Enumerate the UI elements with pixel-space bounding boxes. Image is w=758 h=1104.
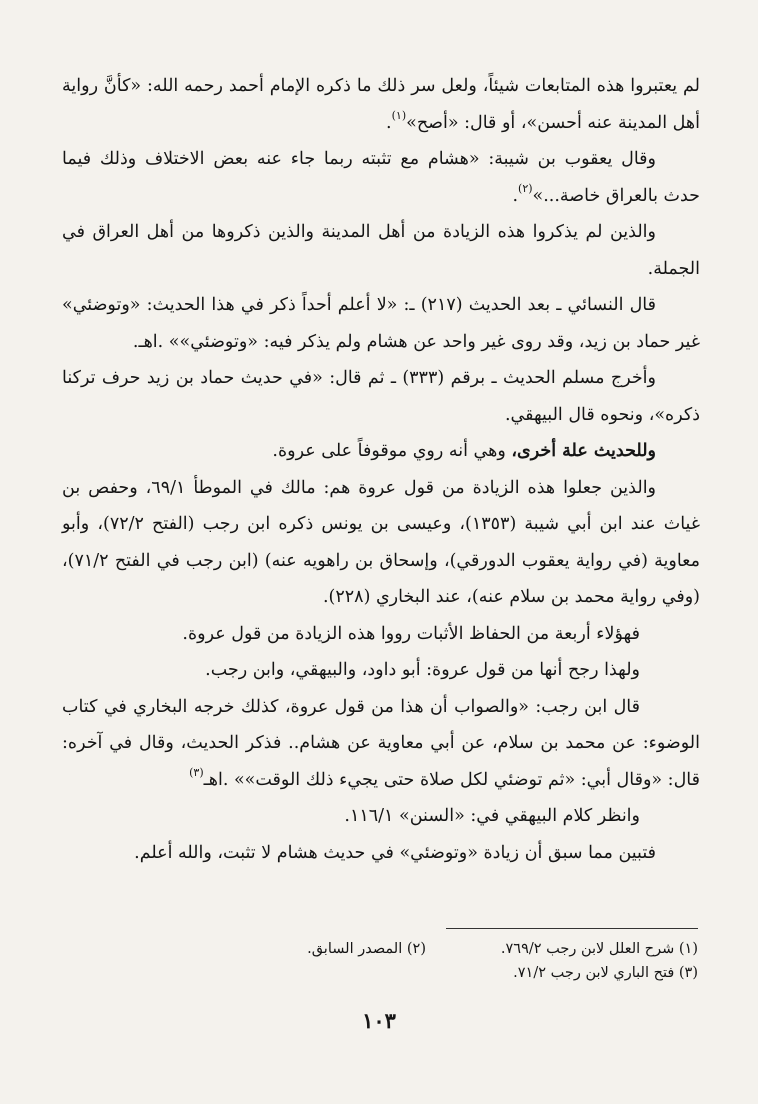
- footnote-3: (٣) فتح الباري لابن رجب ٧١/٢.: [513, 965, 698, 981]
- paragraph-12: فتبين مما سبق أن زيادة «وتوضئي» في حديث هشام لا تثبت، والله أعلم.: [134, 842, 656, 863]
- footnote-ref-1: (١): [391, 108, 407, 122]
- paragraph-8: فهؤلاء أربعة من الحفاظ الأثبات رووا هذه الزيادة من قول عروة.: [182, 623, 640, 644]
- paragraph-2: وقال يعقوب بن شيبة: «هشام مع تثبته ربما جاء عنه بعض الاختلاف وذلك فيما حدث بالعراق خاصة...»$^{(٢)}$.: [62, 149, 700, 206]
- paragraph-4: قال النسائي ـ بعد الحديث (٢١٧) ـ: «لا أعلم أحداً ذكر في هذا الحديث: «وتوضئي» غير حماد بن زيد، وقد روى غير واحد عن هشام ولم يذكر فيه: «وتوضئي»» .اهـ.: [62, 295, 700, 352]
- paragraph-10-text: قال ابن رجب: «والصواب أن هذا من قول عروة، كذلك خرجه البخاري في كتاب الوضوء: عن محمد بن سلام، عن أبي معاوية عن هشام.. فذكر الحديث، وقال في آخره: قال: «وقال أبي: «ثم توضئي لكل صلاة حتى يجيء ذلك الوقت»» .اهـ: [62, 696, 700, 790]
- paragraph-11: وانظر كلام البيهقي في: «السنن» ١١٦/١.: [344, 806, 640, 826]
- footnote-1: (١) شرح العلل لابن رجب ٧٦٩/٢.: [500, 941, 698, 957]
- main-text: [62, 68, 700, 871]
- paragraph-9: ولهذا رجح أنها من قول عروة: أبو داود، والبيهقي، وابن رجب.: [205, 660, 640, 680]
- footnote-divider: [446, 928, 698, 929]
- footnote-row-1: [80, 938, 698, 960]
- paragraph-6: [62, 433, 700, 470]
- footnote-2: (٢) المصدر السابق.: [307, 941, 426, 957]
- paragraph-10: [62, 689, 700, 799]
- paragraph-3: والذين لم يذكروا هذه الزيادة من أهل المدينة والذين ذكروها من أهل العراق في الجملة.: [62, 222, 700, 279]
- footnote-row-2: [80, 962, 698, 984]
- paragraph-5: وأخرج مسلم الحديث ـ برقم (٣٣٣) ـ ثم قال: «في حديث حماد بن زيد حرف تركنا ذكره»، ونحوه قال البيهقي.: [62, 368, 700, 425]
- paragraph-1-text: لم يعتبروا هذه المتابعات شيئاً، ولعل سر ذلك ما ذكره الإمام أحمد رحمه الله: «كأنَّ رواية أهل المدينة عنه أحسن»، أو قال: «أصح»: [62, 76, 700, 133]
- paragraph-7: والذين جعلوا هذه الزيادة من قول عروة هم: مالك في الموطأ ٦٩/١، وحفص بن غياث عند ابن أبي شيبة (١٣٥٣)، وعيسى بن يونس ذكره ابن رجب (الفتح ٧٢/٢)، وأبو معاوية (في رواية يعقوب الدورقي)، وإسحاق بن راهويه عنه) (ابن رجب في الفتح ٧١/٢)، (وفي رواية محمد بن سلام عنه)، عند البخاري (٢٢٨).: [62, 477, 700, 607]
- paragraph-1: لم يعتبروا هذه المتابعات شيئاً، ولعل سر ذلك ما ذكره الإمام أحمد رحمه الله: «كأنَّ رواية أهل المدينة عنه أحسن»، أو قال: «أصح»$^{(١)}$.: [62, 76, 700, 133]
- paragraph-6-text: وهي أنه روي موقوفاً على عروة.: [272, 441, 512, 461]
- paragraph-2-text: وقال يعقوب بن شيبة: «هشام مع تثبته ربما جاء عنه بعض الاختلاف وذلك فيما حدث بالعراق خاصة...»: [62, 149, 700, 206]
- footnote-ref-3: (٣): [189, 765, 204, 779]
- footnote-ref-2: (٢): [518, 181, 533, 195]
- page-number: ١٠٣: [362, 1008, 396, 1033]
- bold-heading: وللحديث علة أخرى،: [511, 441, 656, 461]
